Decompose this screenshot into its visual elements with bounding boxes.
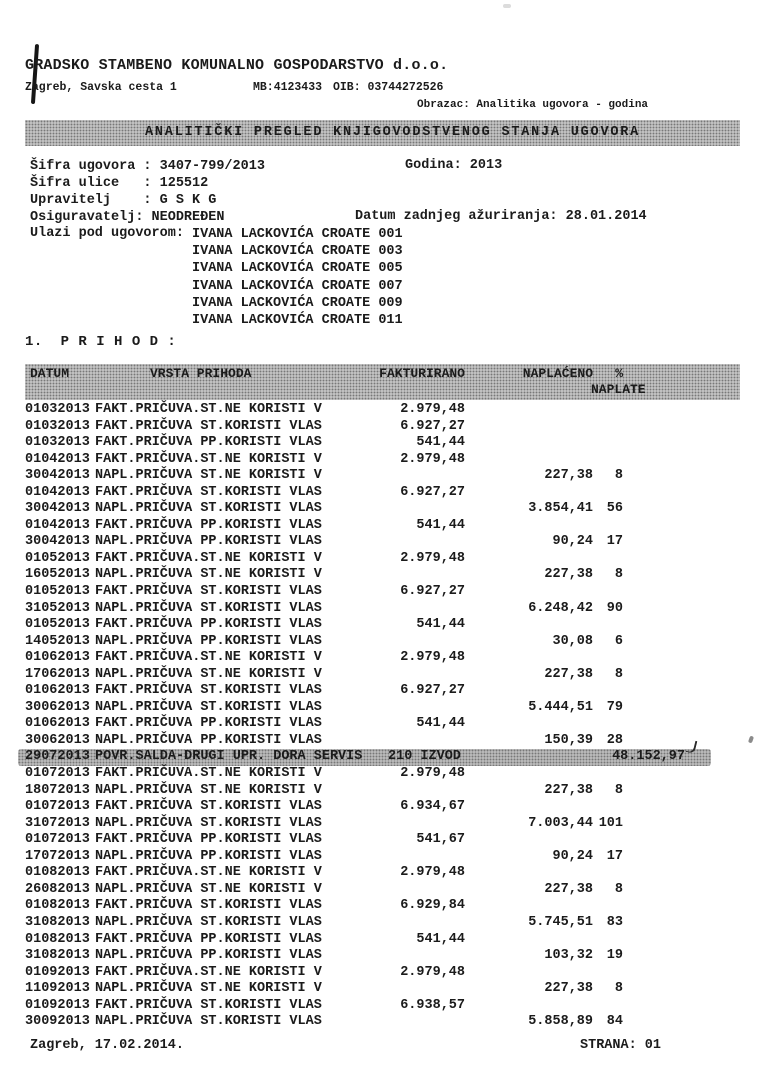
cell-naplaceno: 227,38: [544, 468, 593, 484]
report-title-band: [25, 120, 740, 146]
cell-datum: 30062013: [25, 732, 90, 748]
cell-naplaceno: [465, 898, 593, 915]
table-row-highlighted: [18, 749, 711, 766]
table-row: [25, 468, 745, 485]
info-sifra-ulice: Šifra ulice : 125512: [30, 176, 209, 191]
table-row: [25, 849, 745, 866]
cell-datum: 01082013: [25, 898, 90, 914]
cell-fakturirano: 541,44: [416, 716, 465, 732]
cell-naplaceno: [465, 716, 593, 733]
cell-fakturirano: 2.979,48: [400, 650, 465, 666]
cell-naplaceno: [465, 551, 593, 568]
cell-pct-naplate: [593, 402, 623, 419]
cell-vrsta-prihoda: FAKT.PRIČUVA.ST.NE KORISTI V: [95, 451, 322, 467]
cell-datum: 31082013: [25, 914, 90, 930]
cell-fakturirano: 6.938,57: [400, 997, 465, 1013]
cell-pct-naplate: 56: [606, 501, 623, 517]
table-row: [25, 584, 745, 601]
ulazi-item: IVANA LACKOVIĆA CROATE 001: [192, 227, 403, 242]
cell-pct-naplate: 8: [614, 881, 623, 897]
cell-fakturirano: [365, 783, 465, 800]
cell-vrsta-prihoda: NAPL.PRIČUVA ST.KORISTI VLAS: [95, 699, 322, 715]
cell-datum: 30042013: [25, 468, 90, 484]
cell-pct-naplate: [593, 832, 623, 849]
cell-datum: 17072013: [25, 848, 90, 864]
cell-pct-naplate: 8: [614, 782, 623, 798]
form-type-label: Obrazac: Analitika ugovora - godina: [417, 99, 649, 111]
cell-fakturirano: [365, 882, 465, 899]
cell-naplaceno: [465, 435, 593, 452]
cell-naplaceno: 90,24: [552, 534, 593, 550]
table-header-band: [25, 364, 740, 400]
cell-naplaceno: [465, 452, 593, 469]
cell-pct-naplate: [593, 650, 623, 667]
cell-pct-naplate: 83: [606, 914, 623, 930]
cell-datum: 17062013: [25, 666, 90, 682]
table-row: [25, 435, 745, 452]
cell-vrsta-prihoda: FAKT.PRIČUVA.ST.NE KORISTI V: [95, 650, 322, 666]
cell-fakturirano: [365, 601, 465, 618]
cell-vrsta-prihoda: FAKT.PRIČUVA ST.KORISTI VLAS: [95, 584, 322, 600]
cell-fakturirano: 6.927,27: [400, 418, 465, 434]
col-header-fakturirano: FAKTURIRANO: [379, 366, 465, 381]
cell-naplaceno: [465, 617, 593, 634]
cell-naplaceno: 90,24: [552, 848, 593, 864]
info-sifra-ugovora: Šifra ugovora : 3407-799/2013: [30, 159, 265, 174]
table-row: [25, 419, 745, 436]
cell-fakturirano: 2.979,48: [400, 766, 465, 782]
cell-vrsta-prihoda: FAKT.PRIČUVA PP.KORISTI VLAS: [95, 517, 322, 533]
cell-vrsta-prihoda: NAPL.PRIČUVA ST.NE KORISTI V: [95, 881, 322, 897]
ulazi-item: IVANA LACKOVIĆA CROATE 009: [192, 295, 403, 311]
cell-naplaceno: 5.444,51: [528, 699, 593, 715]
table-row: [25, 567, 745, 584]
cell-naplaceno: [465, 998, 593, 1015]
info-godina: Godina: 2013: [405, 158, 503, 173]
table-row: [25, 650, 745, 667]
cell-fakturirano: [365, 667, 465, 684]
cell-naplaceno: [465, 683, 593, 700]
scan-speck: [503, 4, 511, 8]
cell-vrsta-prihoda: NAPL.PRIČUVA ST.KORISTI VLAS: [95, 815, 322, 831]
table-row: [25, 601, 745, 618]
cell-vrsta-prihoda: NAPL.PRIČUVA ST.KORISTI VLAS: [95, 600, 322, 616]
cell-vrsta-prihoda: FAKT.PRIČUVA.ST.NE KORISTI V: [95, 964, 322, 980]
cell-fakturirano: [365, 567, 465, 584]
cell-pct-naplate: 90: [606, 600, 623, 616]
cell-naplaceno: 227,38: [544, 666, 593, 682]
cell-vrsta-prihoda: FAKT.PRIČUVA PP.KORISTI VLAS: [95, 617, 322, 633]
cell-fakturirano: 541,67: [416, 832, 465, 848]
cell-naplaceno: 227,38: [544, 567, 593, 583]
cell-vrsta-prihoda: FAKT.PRIČUVA.ST.NE KORISTI V: [95, 402, 322, 417]
info-datum-azuriranja: Datum zadnjeg ažuriranja: 28.01.2014: [355, 209, 647, 224]
cell-fakturirano: [365, 849, 465, 866]
col-header-naplate: NAPLATE: [591, 382, 646, 397]
company-mb: MB:4123433: [253, 81, 323, 94]
cell-pct-naplate: [593, 898, 623, 915]
table-row: [25, 716, 745, 733]
ulazi-pod-ugovorom-label: Ulazi pod ugovorom:: [30, 226, 184, 241]
cell-fakturirano: [365, 700, 465, 717]
cell-fakturirano: [365, 468, 465, 485]
cell-pct-naplate: [593, 435, 623, 452]
cell-vrsta-prihoda: NAPL.PRIČUVA PP.KORISTI VLAS: [95, 633, 322, 649]
pen-stroke-mark: [31, 44, 39, 104]
cell-naplaceno: 5.858,89: [528, 1014, 593, 1030]
table-row: [25, 452, 745, 469]
table-row: [25, 915, 745, 932]
cell-vrsta-prihoda: FAKT.PRIČUVA ST.KORISTI VLAS: [95, 683, 322, 699]
cell-fakturirano: 2.979,48: [400, 402, 465, 417]
cell-pct-naplate: [593, 617, 623, 634]
cell-datum: 01052013: [25, 550, 90, 566]
cell-pct-naplate: [593, 551, 623, 568]
cell-datum: 01032013: [25, 402, 90, 417]
cell-pct-naplate: [593, 419, 623, 436]
cell-naplaceno: [465, 865, 593, 882]
scan-speck: [748, 736, 754, 744]
cell-naplaceno: [465, 832, 593, 849]
cell-pct-naplate: 8: [614, 981, 623, 997]
cell-vrsta-prihoda: NAPL.PRIČUVA ST.NE KORISTI V: [95, 981, 322, 997]
cell-naplaceno: [465, 650, 593, 667]
cell-fakturirano: [365, 948, 465, 965]
cell-datum: 01042013: [25, 451, 90, 467]
info-upravitelj: Upravitelj : G S K G: [30, 193, 217, 208]
cell-fakturirano: [365, 634, 465, 651]
cell-pct-naplate: 19: [606, 948, 623, 964]
table-header-row: [25, 366, 623, 381]
cell-vrsta-prihoda: FAKT.PRIČUVA ST.KORISTI VLAS: [95, 799, 322, 815]
cell-naplaceno: 6.248,42: [528, 600, 593, 616]
cell-datum: 31072013: [25, 815, 90, 831]
cell-pct-naplate: [593, 716, 623, 733]
cell-vrsta-prihoda: FAKT.PRIČUVA ST.KORISTI VLAS: [95, 484, 322, 500]
cell-vrsta-prihoda: NAPL.PRIČUVA PP.KORISTI VLAS: [95, 848, 322, 864]
cell-datum: 01042013: [25, 484, 90, 500]
cell-vrsta-prihoda: FAKT.PRIČUVA PP.KORISTI VLAS: [95, 832, 322, 848]
table-row: [25, 981, 745, 998]
cell-vrsta-prihoda: NAPL.PRIČUVA ST.NE KORISTI V: [95, 666, 322, 682]
cell-naplaceno: [465, 419, 593, 436]
cell-naplaceno: [465, 799, 593, 816]
table-row: [25, 733, 745, 750]
cell-pct-naplate: [593, 932, 623, 949]
cell-fakturirano: [365, 534, 465, 551]
cell-vrsta-prihoda: NAPL.PRIČUVA ST.NE KORISTI V: [95, 567, 322, 583]
table-row: [25, 700, 745, 717]
cell-pct-naplate: [593, 998, 623, 1015]
cell-fakturirano: 2.979,48: [400, 451, 465, 467]
cell-pct-naplate: 17: [606, 534, 623, 550]
cell-pct-naplate: 79: [606, 699, 623, 715]
cell-naplaceno: [465, 485, 593, 502]
cell-naplaceno: 5.745,51: [528, 914, 593, 930]
cell-naplaceno: 30,08: [552, 633, 593, 649]
cell-vrsta-prihoda: NAPL.PRIČUVA PP.KORISTI VLAS: [95, 732, 322, 748]
cell-pct-naplate: 8: [614, 468, 623, 484]
company-oib: OIB: 03744272526: [333, 81, 444, 94]
cell-datum: 30062013: [25, 699, 90, 715]
table-row: [25, 501, 745, 518]
cell-izvod-ref: 210 IZVOD: [388, 749, 461, 765]
cell-vrsta-prihoda: FAKT.PRIČUVA ST.KORISTI VLAS: [95, 898, 322, 914]
ulazi-pod-ugovorom-list: [192, 226, 403, 329]
cell-datum: 16052013: [25, 567, 90, 583]
cell-naplaceno: 227,38: [544, 881, 593, 897]
cell-datum: 01052013: [25, 584, 90, 600]
cell-vrsta-prihoda: NAPL.PRIČUVA ST.KORISTI VLAS: [95, 501, 322, 517]
cell-vrsta-prihoda: NAPL.PRIČUVA ST.NE KORISTI V: [95, 782, 322, 798]
cell-pct-naplate: 84: [606, 1014, 623, 1030]
cell-vrsta-prihoda: FAKT.PRIČUVA PP.KORISTI VLAS: [95, 435, 322, 451]
cell-naplaceno: 150,39: [544, 732, 593, 748]
cell-datum: 30092013: [25, 1014, 90, 1030]
cell-fakturirano: 541,44: [416, 435, 465, 451]
cell-vrsta-prihoda: FAKT.PRIČUVA.ST.NE KORISTI V: [95, 766, 322, 782]
cell-pct-naplate: [593, 518, 623, 535]
table-row: [25, 1014, 745, 1031]
cell-datum: 01042013: [25, 517, 90, 533]
table-row: [25, 816, 745, 833]
table-rows: [25, 402, 745, 1031]
cell-datum: 18072013: [25, 782, 90, 798]
ulazi-item: IVANA LACKOVIĆA CROATE 005: [192, 261, 403, 277]
cell-datum: 01052013: [25, 617, 90, 633]
cell-vrsta-prihoda: NAPL.PRIČUVA ST.NE KORISTI V: [95, 468, 322, 484]
cell-datum: 01082013: [25, 865, 90, 881]
table-row: [25, 783, 745, 800]
table-row: [25, 799, 745, 816]
cell-pct-naplate: [593, 766, 623, 783]
cell-fakturirano: 541,44: [416, 517, 465, 533]
table-row: [25, 965, 745, 982]
table-row: [25, 948, 745, 965]
cell-datum: 30042013: [25, 534, 90, 550]
report-title: ANALITIČKI PREGLED KNJIGOVODSTVENOG STANJA UGOVORA: [145, 125, 641, 140]
cell-datum: 01092013: [25, 997, 90, 1013]
table-row: [25, 534, 745, 551]
cell-fakturirano: 2.979,48: [400, 550, 465, 566]
cell-fakturirano: [365, 981, 465, 998]
table-row: [25, 882, 745, 899]
cell-fakturirano: 6.929,84: [400, 898, 465, 914]
cell-vrsta-prihoda: FAKT.PRIČUVA ST.KORISTI VLAS: [95, 997, 322, 1013]
table-row: [25, 832, 745, 849]
cell-datum: 30042013: [25, 501, 90, 517]
cell-datum: 01082013: [25, 931, 90, 947]
cell-pct-naplate: [593, 584, 623, 601]
cell-naplaceno: 103,32: [544, 948, 593, 964]
table-row: [25, 634, 745, 651]
cell-fakturirano: [365, 915, 465, 932]
cell-naplaceno: [465, 584, 593, 601]
table-row: [25, 667, 745, 684]
ulazi-item: IVANA LACKOVIĆA CROATE 007: [192, 278, 403, 294]
table-row: [25, 617, 745, 634]
col-header-datum: DATUM: [30, 366, 70, 381]
col-header-vrsta-prihoda: VRSTA PRIHODA: [150, 366, 252, 381]
cell-fakturirano: 2.979,48: [400, 865, 465, 881]
cell-pct-naplate: 28: [606, 732, 623, 748]
cell-fakturirano: 6.934,67: [400, 799, 465, 815]
cell-naplaceno: [465, 518, 593, 535]
ulazi-item: IVANA LACKOVIĆA CROATE 011: [192, 313, 403, 329]
cell-datum: 01092013: [25, 964, 90, 980]
info-osiguravatelj: Osiguravatelj: NEODREĐEN: [30, 210, 225, 225]
cell-fakturirano: [365, 816, 465, 833]
cell-vrsta-prihoda: NAPL.PRIČUVA PP.KORISTI VLAS: [95, 948, 322, 964]
cell-datum: 01072013: [25, 766, 90, 782]
cell-datum: 01062013: [25, 650, 90, 666]
cell-fakturirano: [365, 1014, 465, 1031]
cell-pct-naplate: [593, 683, 623, 700]
cell-fakturirano: [365, 733, 465, 750]
table-row: [25, 402, 745, 419]
cell-vrsta-prihoda: NAPL.PRIČUVA PP.KORISTI VLAS: [95, 534, 322, 550]
cell-datum: 14052013: [25, 633, 90, 649]
cell-datum: 01072013: [25, 799, 90, 815]
table-row: [25, 485, 745, 502]
cell-vrsta-prihoda: FAKT.PRIČUVA PP.KORISTI VLAS: [95, 931, 322, 947]
cell-pct-naplate: [593, 799, 623, 816]
table-row: [25, 518, 745, 535]
table-row: [25, 683, 745, 700]
cell-datum: 31052013: [25, 600, 90, 616]
cell-pct-naplate: 101: [598, 815, 623, 831]
ulazi-item: IVANA LACKOVIĆA CROATE 003: [192, 244, 403, 260]
cell-pct-naplate: [593, 452, 623, 469]
cell-pct-naplate: [593, 865, 623, 882]
company-address: Zagreb, Savska cesta 1: [25, 81, 177, 94]
cell-pct-naplate: 17: [606, 848, 623, 864]
cell-pct-naplate: 8: [614, 567, 623, 583]
cell-fakturirano: 541,44: [416, 931, 465, 947]
cell-naplaceno: 227,38: [544, 782, 593, 798]
cell-vrsta-prihoda: FAKT.PRIČUVA PP.KORISTI VLAS: [95, 716, 322, 732]
cell-vrsta-prihoda: POVR.SALDA-DRUGI UPR. DORA SERVIS: [95, 749, 363, 765]
footer-place-date: Zagreb, 17.02.2014.: [30, 1038, 184, 1053]
cell-fakturirano: 6.927,27: [400, 584, 465, 600]
cell-vrsta-prihoda: NAPL.PRIČUVA ST.KORISTI VLAS: [95, 1014, 322, 1030]
cell-vrsta-prihoda: FAKT.PRIČUVA ST.KORISTI VLAS: [95, 418, 322, 434]
cell-naplaceno: [465, 402, 593, 419]
cell-naplaceno: 7.003,44: [528, 815, 593, 831]
cell-datum: 01032013: [25, 418, 90, 434]
footer-page-number: STRANA: 01: [580, 1038, 662, 1053]
cell-naplaceno: 48.152,97: [612, 749, 685, 765]
cell-vrsta-prihoda: FAKT.PRIČUVA.ST.NE KORISTI V: [95, 550, 322, 566]
cell-pct-naplate: [593, 485, 623, 502]
cell-fakturirano: [365, 501, 465, 518]
cell-vrsta-prihoda: NAPL.PRIČUVA ST.KORISTI VLAS: [95, 914, 322, 930]
section-title-prihod: 1. P R I H O D :: [25, 334, 177, 350]
col-header-pct: %: [615, 366, 623, 381]
cell-naplaceno: [465, 965, 593, 982]
cell-pct-naplate: 8: [614, 666, 623, 682]
cell-pct-naplate: 6: [614, 633, 623, 649]
table-row: [25, 551, 745, 568]
cell-vrsta-prihoda: FAKT.PRIČUVA.ST.NE KORISTI V: [95, 865, 322, 881]
cell-datum: 01062013: [25, 716, 90, 732]
table-row: [25, 932, 745, 949]
col-header-naplaceno: NAPLAĆENO: [522, 366, 593, 381]
cell-datum: 26082013: [25, 881, 90, 897]
cell-datum: 11092013: [25, 981, 90, 997]
cell-datum: 01032013: [25, 435, 90, 451]
cell-datum: 29072013: [25, 749, 90, 765]
company-name: GRADSKO STAMBENO KOMUNALNO GOSPODARSTVO d.o.o.: [25, 57, 449, 74]
cell-datum: 01062013: [25, 683, 90, 699]
cell-pct-naplate: [593, 965, 623, 982]
cell-naplaceno: 227,38: [544, 981, 593, 997]
cell-datum: 01072013: [25, 832, 90, 848]
cell-naplaceno: [465, 932, 593, 949]
cell-naplaceno: 3.854,41: [528, 501, 593, 517]
cell-fakturirano: 2.979,48: [400, 964, 465, 980]
cell-fakturirano: 541,44: [416, 617, 465, 633]
cell-fakturirano: 6.927,27: [400, 683, 465, 699]
table-row: [25, 766, 745, 783]
table-row: [25, 898, 745, 915]
table-row: [25, 865, 745, 882]
cell-naplaceno: [465, 766, 593, 783]
table-row: [25, 998, 745, 1015]
cell-datum: 31082013: [25, 948, 90, 964]
cell-fakturirano: 6.927,27: [400, 484, 465, 500]
